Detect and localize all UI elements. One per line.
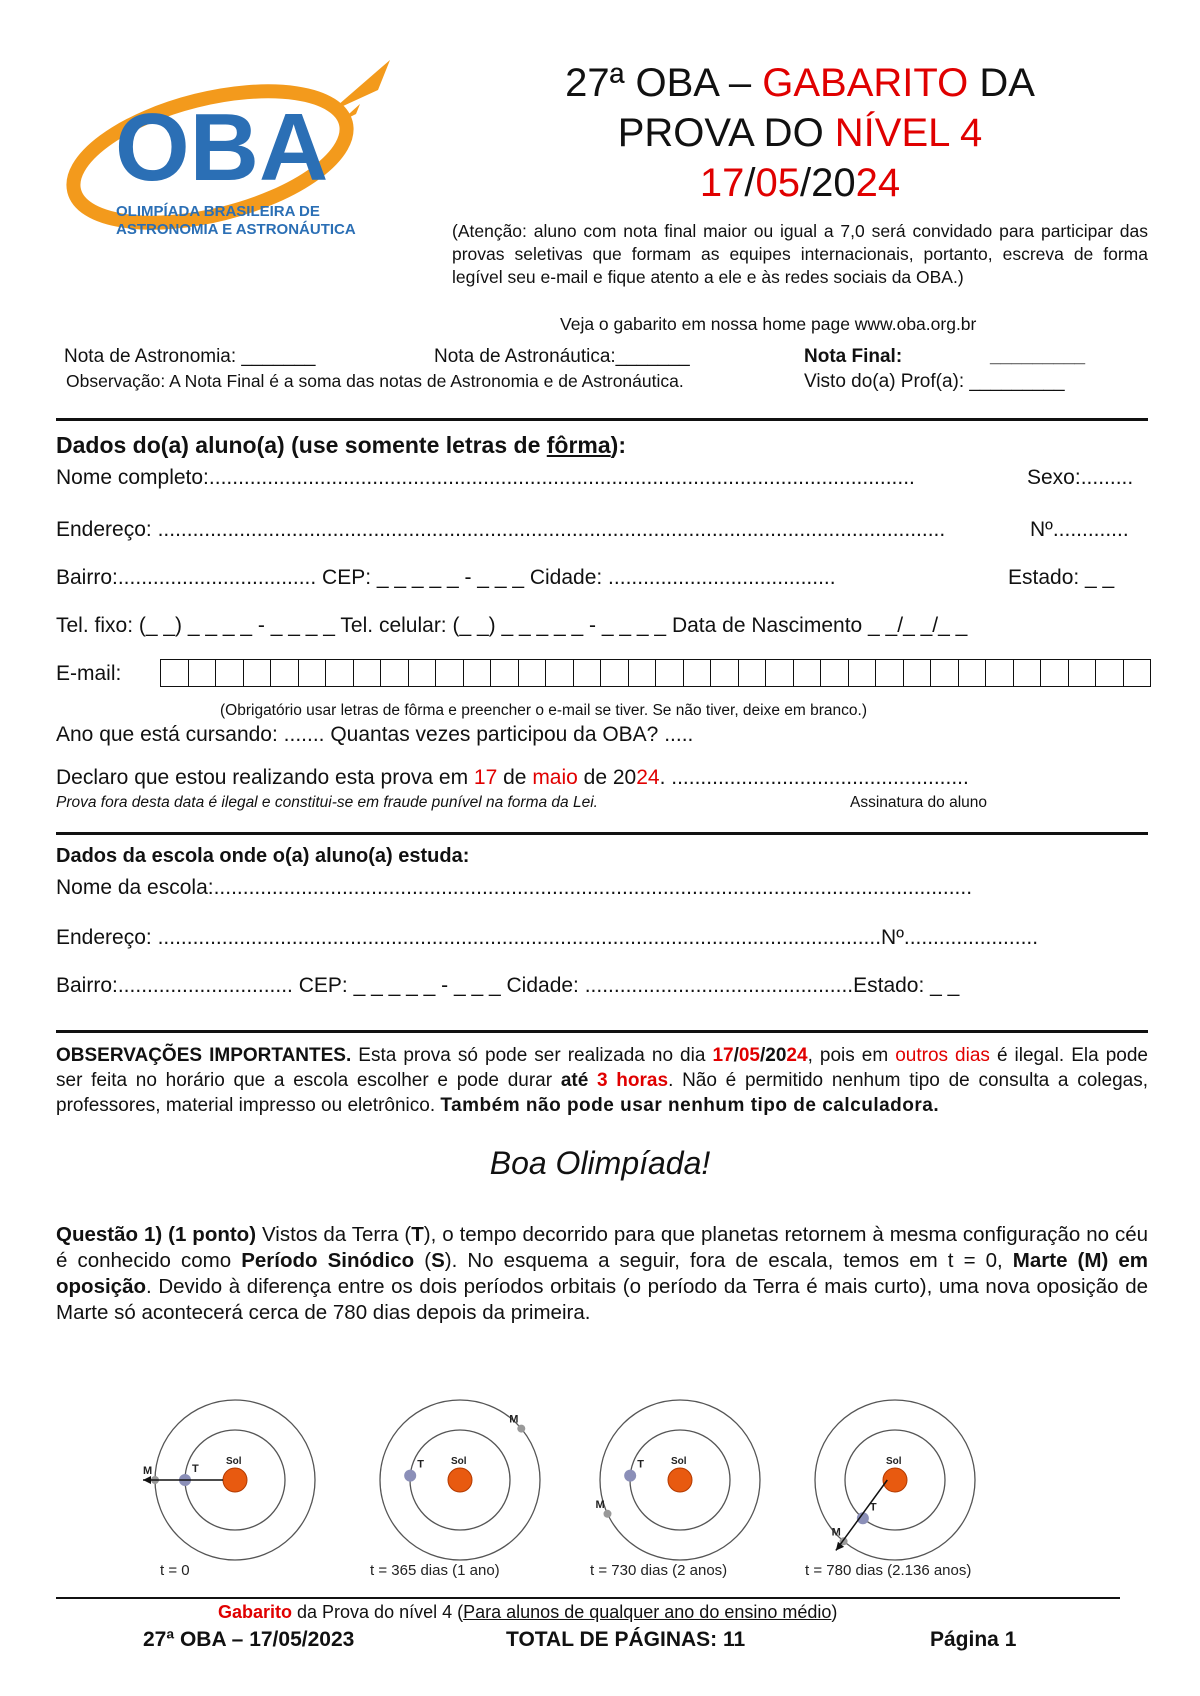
teacher-visto: Visto do(a) Prof(a): _________ bbox=[804, 371, 1065, 392]
email-char-box[interactable] bbox=[985, 659, 1013, 687]
mars-icon bbox=[517, 1425, 525, 1433]
logo-sub-2: ASTRONOMIA E ASTRONÁUTICA bbox=[116, 221, 356, 238]
email-char-box[interactable] bbox=[710, 659, 738, 687]
diagram-caption: t = 730 dias (2 anos) bbox=[590, 1562, 728, 1579]
title-line-2: PROVA DO NÍVEL 4 bbox=[617, 111, 983, 155]
mars-label: M bbox=[143, 1465, 153, 1477]
grade-final-blank: _________ bbox=[990, 346, 1086, 367]
mars-label: M bbox=[509, 1413, 519, 1426]
footer-rule bbox=[56, 1597, 1120, 1599]
email-char-box[interactable] bbox=[270, 659, 298, 687]
oba-logo-graphic bbox=[60, 52, 400, 242]
important-observations: OBSERVAÇÕES IMPORTANTES. Esta prova só pode ser realizada no dia 17/05/2024, pois em outros dias é ilegal. Ela pode ser feita no horário que a escola escolher e pode durar até 3 horas. Não é permitido nenhum tipo de consulta a colegas, professores, material impresso ou eletrônico. Também não pode usar nenhum tipo de calculadora. bbox=[56, 1045, 1148, 1116]
signature-label: Assinatura do aluno bbox=[850, 794, 988, 811]
email-char-box[interactable] bbox=[1095, 659, 1123, 687]
school-heading: Dados da escola onde o(a) aluno(a) estuda: bbox=[56, 845, 470, 867]
question-1: Questão 1) (1 ponto) Vistos da Terra (T), o tempo decorrido para que planetas retornem à mesma configuração no céu é conhecido como Período Sinódico (S). No esquema a seguir, fora de escala, temos em t = 0, Marte (M) em oposição. Devido à diferença entre os dois períodos orbitais (o período da Terra é mais curto), uma nova oposição de Marte só acontecerá cerca de 780 dias depois da primeira. bbox=[56, 1223, 1149, 1324]
email-char-box[interactable] bbox=[655, 659, 683, 687]
email-char-box[interactable] bbox=[380, 659, 408, 687]
email-char-box[interactable] bbox=[518, 659, 546, 687]
diagram-caption: t = 780 dias (2.136 anos) bbox=[805, 1562, 972, 1579]
homepage-note: Veja o gabarito em nossa home page www.oba.org.br bbox=[560, 314, 977, 334]
grade-final-label: Nota Final: bbox=[804, 346, 903, 367]
email-char-box[interactable] bbox=[820, 659, 848, 687]
illegal-note: Prova fora desta data é ilegal e constitui-se em fraude punível na forma da Lei. bbox=[56, 794, 598, 811]
email-box-row[interactable] bbox=[160, 659, 1151, 689]
divider-2 bbox=[56, 832, 1148, 835]
email-char-box[interactable] bbox=[573, 659, 601, 687]
student-bairro-cep-city[interactable]: Bairro:.................................. CEP: _ _ _ _ _ - _ _ _ Cidade: ....................................... bbox=[56, 566, 836, 589]
email-char-box[interactable] bbox=[408, 659, 436, 687]
school-bairro-cep-city-state[interactable]: Bairro:.............................. CEP: _ _ _ _ _ - _ _ _ Cidade: ..............................................Estado: _ _ bbox=[56, 974, 960, 997]
earth-icon bbox=[404, 1470, 416, 1482]
school-address-field[interactable]: Endereço: ............................................................................................................................Nº....................... bbox=[56, 926, 1039, 949]
email-char-box[interactable] bbox=[1013, 659, 1041, 687]
declaration: Declaro que estou realizando esta prova em 17 de maio de 2024. ................................................... bbox=[56, 766, 969, 789]
oba-logo bbox=[60, 52, 400, 242]
email-char-box[interactable] bbox=[435, 659, 463, 687]
email-char-box[interactable] bbox=[600, 659, 628, 687]
logo-text: OBA bbox=[115, 94, 329, 201]
orbit-diagrams bbox=[143, 1385, 1060, 1585]
sun-label: Sol bbox=[451, 1456, 467, 1467]
earth-label: T bbox=[192, 1463, 199, 1475]
email-char-box[interactable] bbox=[463, 659, 491, 687]
school-year-participations[interactable]: Ano que está cursando: ....... Quantas vezes participou da OBA? ..... bbox=[56, 723, 694, 746]
email-char-box[interactable] bbox=[1123, 659, 1152, 687]
email-note: (Obrigatório usar letras de fôrma e preencher o e-mail se tiver. Se não tiver, deixe em branco.) bbox=[220, 702, 867, 719]
greeting: Boa Olimpíada! bbox=[489, 1145, 711, 1181]
divider-1 bbox=[56, 418, 1148, 421]
attention-note: (Atenção: aluno com nota final maior ou igual a 7,0 será convidado para participar das provas seletivas que formam as equipes internacionais, portanto, escreva de forma legível seu e-mail e fique atento a ele e às redes sociais da OBA.) bbox=[452, 221, 1148, 287]
email-char-box[interactable] bbox=[875, 659, 903, 687]
student-state-field[interactable]: Estado: _ _ bbox=[1008, 566, 1115, 589]
mars-icon bbox=[603, 1510, 611, 1518]
email-char-box[interactable] bbox=[1068, 659, 1096, 687]
student-name-field[interactable]: Nome completo:......................................................................................................................... bbox=[56, 466, 915, 489]
email-char-box[interactable] bbox=[243, 659, 271, 687]
mars-label: M bbox=[831, 1526, 841, 1539]
school-name-field[interactable]: Nome da escola:.................................................................................................................................. bbox=[56, 876, 973, 899]
student-number-field[interactable]: Nº............. bbox=[1030, 518, 1129, 541]
footer-page-number: Página 1 bbox=[930, 1628, 1017, 1651]
earth-label: T bbox=[637, 1458, 644, 1471]
footer-oba-date: 27ª OBA – 17/05/2023 bbox=[143, 1628, 355, 1651]
opposition-arrow bbox=[143, 1476, 151, 1484]
sun-label: Sol bbox=[671, 1456, 687, 1467]
grade-astronautics: Nota de Astronáutica:_______ bbox=[434, 346, 690, 367]
email-char-box[interactable] bbox=[353, 659, 381, 687]
sun-label: Sol bbox=[886, 1456, 902, 1467]
sun-icon bbox=[223, 1468, 247, 1492]
sun-icon bbox=[668, 1468, 692, 1492]
mars-label: M bbox=[595, 1498, 605, 1511]
earth-icon bbox=[624, 1470, 636, 1482]
email-char-box[interactable] bbox=[903, 659, 931, 687]
email-char-box[interactable] bbox=[683, 659, 711, 687]
email-char-box[interactable] bbox=[325, 659, 353, 687]
email-char-box[interactable] bbox=[765, 659, 793, 687]
earth-label: T bbox=[417, 1458, 424, 1471]
student-phones-birth[interactable]: Tel. fixo: (_ _) _ _ _ _ - _ _ _ _ Tel. celular: (_ _) _ _ _ _ _ - _ _ _ _ Data de Nascimento _ _/_ _/_ _ bbox=[56, 614, 968, 637]
footer-total-pages: TOTAL DE PÁGINAS: 11 bbox=[506, 1628, 746, 1651]
sun-label: Sol bbox=[226, 1456, 242, 1467]
email-label: E-mail: bbox=[56, 662, 122, 685]
email-char-box[interactable] bbox=[930, 659, 958, 687]
email-char-box[interactable] bbox=[298, 659, 326, 687]
email-char-box[interactable] bbox=[1040, 659, 1068, 687]
student-sex-field[interactable]: Sexo:......... bbox=[1027, 466, 1134, 489]
email-char-box[interactable] bbox=[958, 659, 986, 687]
logo-sub-1: OLIMPÍADA BRASILEIRA DE bbox=[116, 203, 320, 220]
email-char-box[interactable] bbox=[490, 659, 518, 687]
title-line-1: 27ª OBA – GABARITO DA bbox=[565, 61, 1035, 105]
opposition-line bbox=[836, 1480, 887, 1550]
email-char-box[interactable] bbox=[160, 659, 188, 687]
email-char-box[interactable] bbox=[628, 659, 656, 687]
divider-3 bbox=[56, 1030, 1148, 1033]
diagram-caption: t = 0 bbox=[160, 1562, 190, 1579]
diagram-caption: t = 365 dias (1 ano) bbox=[370, 1562, 500, 1579]
sun-icon bbox=[448, 1468, 472, 1492]
email-char-box[interactable] bbox=[848, 659, 876, 687]
footer-level: Gabarito da Prova do nível 4 (Para alunos de qualquer ano do ensino médio) bbox=[218, 1602, 838, 1622]
grade-observation: Observação: A Nota Final é a soma das notas de Astronomia e de Astronáutica. bbox=[66, 371, 684, 391]
student-heading: Dados do(a) aluno(a) (use somente letras de fôrma): bbox=[56, 432, 626, 458]
email-char-box[interactable] bbox=[793, 659, 821, 687]
student-address-field[interactable]: Endereço: ....................................................................................................................................... bbox=[56, 518, 946, 541]
grade-astronomy: Nota de Astronomia: _______ bbox=[64, 346, 316, 367]
earth-label: T bbox=[869, 1501, 877, 1514]
title-date: 17/05/2024 bbox=[699, 161, 901, 205]
email-char-box[interactable] bbox=[188, 659, 216, 687]
email-char-box[interactable] bbox=[738, 659, 766, 687]
email-char-box[interactable] bbox=[215, 659, 243, 687]
email-char-box[interactable] bbox=[545, 659, 573, 687]
